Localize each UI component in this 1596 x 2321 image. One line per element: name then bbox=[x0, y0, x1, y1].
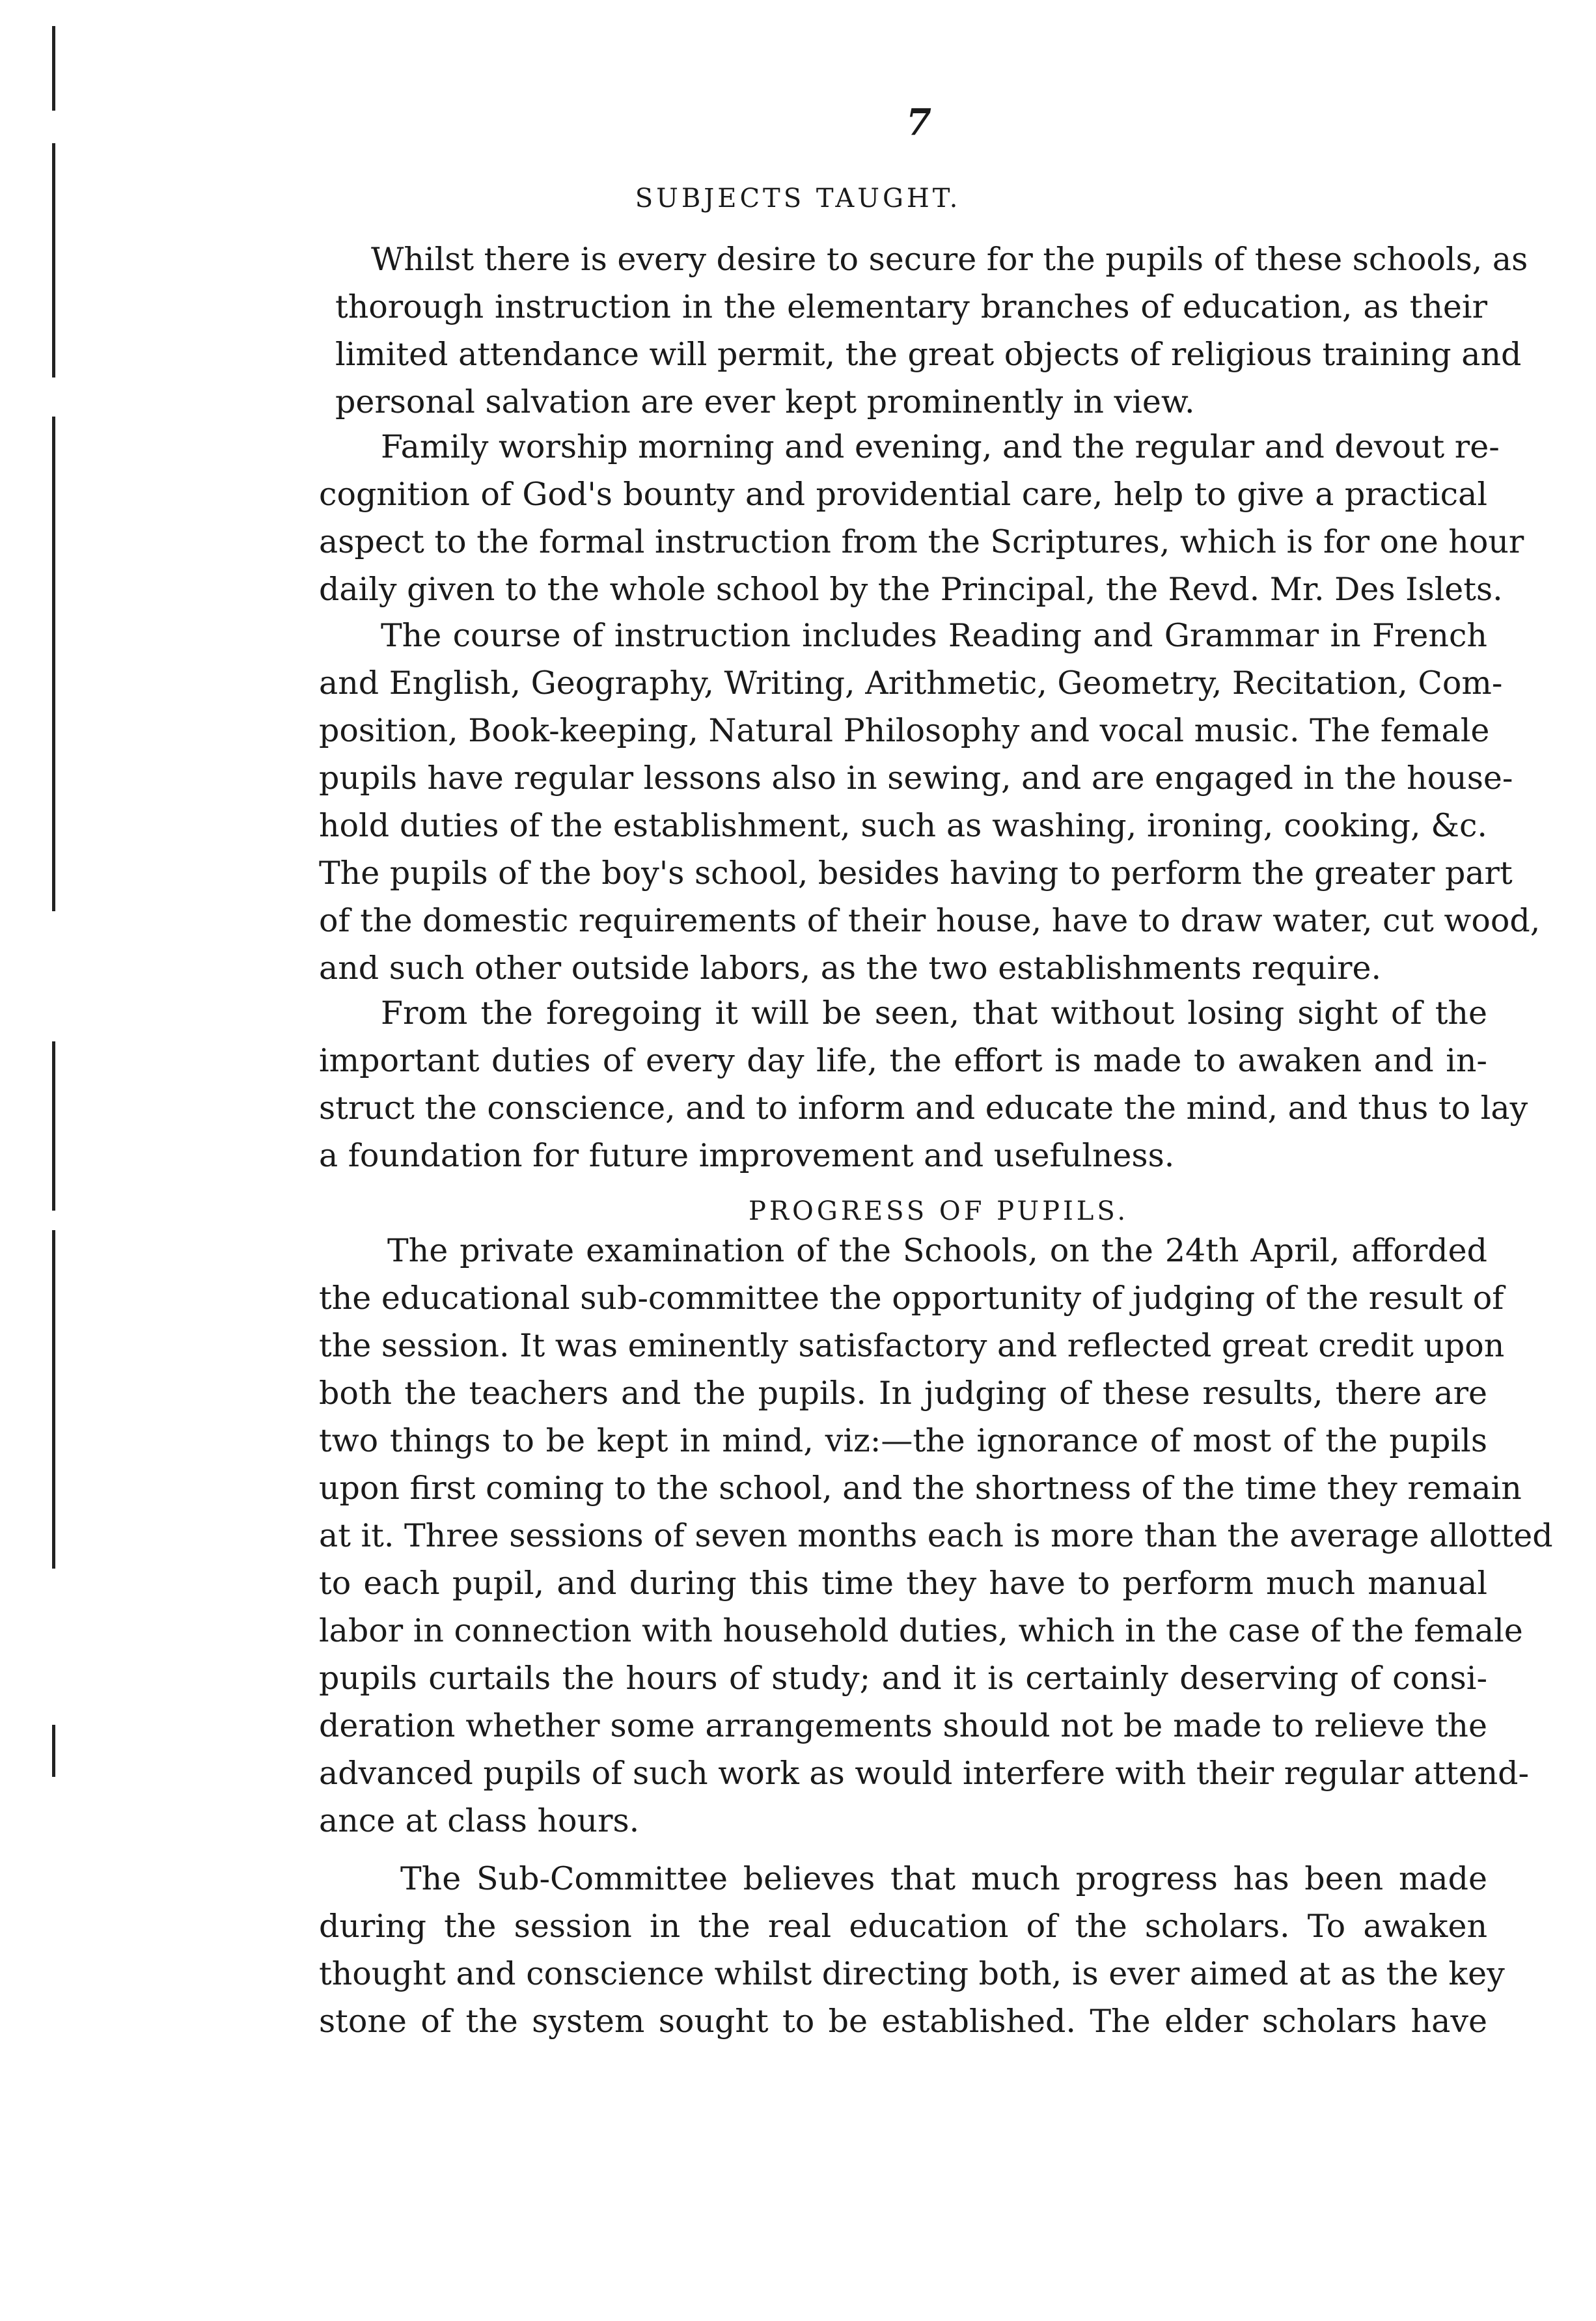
text-line: The course of instruction includes Reading and Grammar in French bbox=[381, 617, 1487, 654]
text-line: at it. Three sessions of seven months each is more than the average allotted bbox=[319, 1517, 1553, 1554]
text-line: pupils have regular lessons also in sewing, and are engaged in the house- bbox=[319, 760, 1513, 797]
text-line: The private examination of the Schools, on the 24th April, afforded bbox=[387, 1232, 1487, 1269]
text-line: thorough instruction in the elementary branches of education, as their bbox=[335, 288, 1487, 325]
gutter-line bbox=[52, 1041, 55, 1211]
text-line: important duties of every day life, the effort is made to awaken and in- bbox=[319, 1042, 1487, 1079]
text-line: both the teachers and the pupils. In judging of these results, there are bbox=[319, 1375, 1487, 1412]
gutter-line bbox=[52, 1725, 55, 1777]
paragraph bbox=[319, 989, 1528, 1179]
text-line: during the session in the real education of the scholars. To awaken bbox=[319, 1908, 1487, 1945]
text-line: the session. It was eminently satisfactory and reflected great credit upon bbox=[319, 1327, 1505, 1364]
text-line: two things to be kept in mind, viz:—the ignorance of most of the pupils bbox=[319, 1422, 1487, 1459]
section-heading-progress-of-pupils: PROGRESS OF PUPILS. bbox=[749, 1196, 1129, 1226]
text-line: struct the conscience, and to inform and educate the mind, and thus to lay bbox=[319, 1090, 1528, 1127]
text-line: daily given to the whole school by the Principal, the Revd. Mr. Des Islets. bbox=[319, 571, 1503, 608]
section-heading-subjects-taught: SUBJECTS TAUGHT. bbox=[635, 184, 961, 213]
paragraph bbox=[319, 1855, 1505, 2045]
text-line: of the domestic requirements of their house, have to draw water, cut wood, bbox=[319, 902, 1541, 939]
page-number: 7 bbox=[906, 101, 931, 144]
text-line: limited attendance will permit, the great objects of religious training and bbox=[335, 336, 1522, 373]
text-line: position, Book-keeping, Natural Philosophy and vocal music. The female bbox=[319, 712, 1490, 749]
text-line: thought and conscience whilst directing both, is ever aimed at as the key bbox=[319, 1955, 1505, 1992]
text-line: a foundation for future improvement and usefulness. bbox=[319, 1137, 1175, 1174]
gutter-line bbox=[52, 143, 55, 378]
text-line: Family worship morning and evening, and the regular and devout re- bbox=[381, 428, 1500, 465]
text-line: Whilst there is every desire to secure for the pupils of these schools, as bbox=[371, 241, 1528, 278]
text-line: deration whether some arrangements should not be made to relieve the bbox=[319, 1707, 1487, 1744]
text-line: and English, Geography, Writing, Arithmetic, Geometry, Recitation, Com- bbox=[319, 665, 1503, 702]
gutter-line bbox=[52, 417, 55, 911]
gutter-line bbox=[52, 1230, 55, 1569]
text-line: the educational sub-committee the opportunity of judging of the result of bbox=[319, 1280, 1504, 1317]
text-line: ance at class hours. bbox=[319, 1802, 640, 1839]
paragraph bbox=[319, 1227, 1553, 1845]
text-line: The Sub-Committee believes that much progress has been made bbox=[400, 1860, 1487, 1897]
text-line: labor in connection with household duties, which in the case of the female bbox=[319, 1612, 1523, 1649]
paragraph bbox=[335, 236, 1528, 426]
text-line: cognition of God's bounty and providential care, help to give a practical bbox=[319, 476, 1487, 513]
text-line: to each pupil, and during this time they have to perform much manual bbox=[319, 1565, 1487, 1602]
text-line: hold duties of the establishment, such as washing, ironing, cooking, &c. bbox=[319, 807, 1487, 844]
text-line: and such other outside labors, as the two establishments require. bbox=[319, 950, 1382, 987]
paragraph bbox=[319, 612, 1541, 992]
text-line: personal salvation are ever kept prominently in view. bbox=[335, 383, 1195, 420]
paragraph bbox=[319, 423, 1524, 613]
text-line: pupils curtails the hours of study; and it is certainly deserving of consi- bbox=[319, 1660, 1487, 1697]
text-line: advanced pupils of such work as would interfere with their regular attend- bbox=[319, 1755, 1530, 1792]
text-line: stone of the system sought to be established. The elder scholars have bbox=[319, 2003, 1487, 2040]
text-line: From the foregoing it will be seen, that without losing sight of the bbox=[381, 995, 1487, 1032]
text-line: upon first coming to the school, and the shortness of the time they remain bbox=[319, 1470, 1522, 1507]
gutter-line bbox=[52, 26, 55, 111]
text-line: aspect to the formal instruction from the Scriptures, which is for one hour bbox=[319, 523, 1524, 560]
text-line: The pupils of the boy's school, besides having to perform the greater part bbox=[319, 855, 1513, 892]
